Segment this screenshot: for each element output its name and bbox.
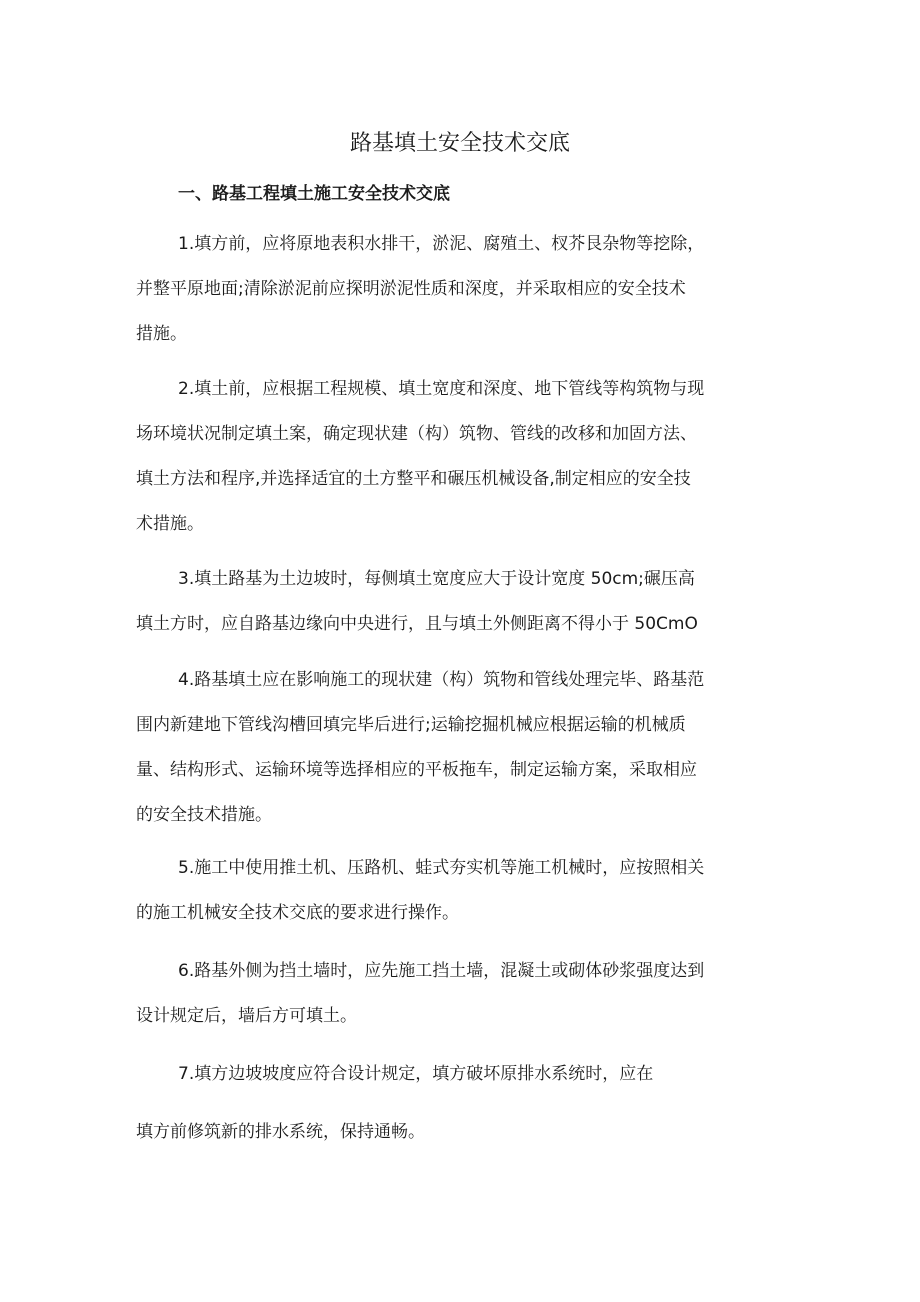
section-heading: 一、路基工程填土施工安全技术交底 (178, 184, 450, 204)
paragraph-line: 3.填土路基为土边坡时，每侧填土宽度应大于设计宽度 50cm;碾压高 (178, 569, 695, 589)
paragraph-line: 措施。 (136, 324, 187, 344)
paragraph-line: 设计规定后，墙后方可填土。 (136, 1006, 357, 1026)
paragraph-6 (136, 949, 812, 1039)
paragraph-line: 围内新建地下管线沟槽回填完毕后进行;运输挖掘机械应根据运输的机械质 (136, 715, 686, 735)
paragraph-4 (136, 658, 812, 838)
paragraph-line: 1.填方前，应将原地表积水排干，淤泥、腐殖土、杈芥艮杂物等挖除， (178, 234, 705, 254)
paragraph-line: 量、结构形式、运输环境等选择相应的平板拖车，制定运输方案，采取相应 (136, 760, 697, 780)
paragraph-line: 术措施。 (136, 514, 204, 534)
document-title: 路基填土安全技术交底 (349, 131, 570, 156)
paragraph-line: 填方前修筑新的排水系统，保持通畅。 (136, 1122, 425, 1142)
paragraph-line: 场环境状况制定填土案，确定现状建（构）筑物、管线的改移和加固方法、 (136, 424, 697, 444)
paragraph-1 (136, 222, 812, 357)
paragraph-5 (136, 846, 812, 936)
paragraph-3 (136, 557, 812, 647)
paragraph-line: 填土方法和程序,并选择适宜的土方整平和碾压机械设备,制定相应的安全技 (136, 469, 691, 489)
paragraph-line: 的安全技术措施。 (136, 805, 272, 825)
paragraph-7 (136, 1052, 812, 1097)
paragraph-line: 7.填方边坡坡度应符合设计规定，填方破坏原排水系统时，应在 (178, 1064, 654, 1084)
paragraph-line: 并整平原地面;清除淤泥前应探明淤泥性质和深度，并采取相应的安全技术 (136, 279, 686, 299)
paragraph-line: 填土方时，应自路基边缘向中央进行，且与填土外侧距离不得小于 50CmO (136, 614, 698, 634)
paragraph-line: 4.路基填土应在影响施工的现状建（构）筑物和管线处理完毕、路基范 (178, 670, 705, 690)
paragraph-2 (136, 367, 812, 547)
paragraph-line: 2.填土前，应根据工程规模、填土宽度和深度、地下管线等构筑物与现 (178, 379, 705, 399)
paragraph-line: 6.路基外侧为挡土墙时，应先施工挡土墙，混凝土或砌体砂浆强度达到 (178, 961, 705, 981)
paragraph-line: 5.施工中使用推土机、压路机、蛙式夯实机等施工机械时，应按照相关 (178, 858, 705, 878)
paragraph-line: 的施工机械安全技术交底的要求进行操作。 (136, 903, 459, 923)
paragraph-7-continuation (136, 1110, 812, 1155)
